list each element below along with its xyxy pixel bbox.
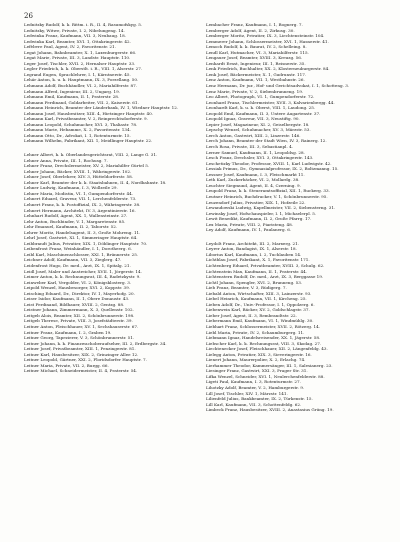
directory-entry: Liebald Anton, Wirtschafter, XIII. 3, Lainzerstr. 93. <box>206 290 312 296</box>
directory-entry: Leopold Ignaz, Graveur, VII. 3, Neustiftg. 90. <box>206 116 300 122</box>
directory-entry: Limbeck Franz, Hausbesitzer, XVIII. 2, Anastasius Grüng. 19. <box>206 407 334 413</box>
directory-entry: Lemmerer Johann, Schlossermeister, XVI. 1, Hasnerstr. 41. <box>206 38 329 44</box>
entry-block <box>24 152 196 374</box>
directory-entry: Lehmann Marie, Hebamme, X. 2, Favoritenstr. 134. <box>24 127 131 133</box>
directory-entry: Lehmann Leopold, Schuhmacher, XVI. 3, Thaliastr. 78. <box>24 121 138 127</box>
directory-entry: Legler Friedrich, k. k. Oberstlt. i. R., VIII. 1, Alserstr. 27. <box>24 66 143 72</box>
directory-entry: Leopold Emil, Kaufmann, II. 3, Untere Augartenstr. 37. <box>206 110 321 116</box>
directory-entry: Lenz Marie, Private, V. 2, Siebenbrunneng. 19. <box>206 88 304 94</box>
directory-entry: Lehnert Hermann, Architekt, IV. 3, Argentinierstr. 16. <box>24 207 136 213</box>
directory-entry: Leiser Isidor, Kaufmann, II. 1, Obere Donaustr. 43. <box>24 296 130 302</box>
directory-entry: Lehnert Eduard, Graveur, VII. 1, Lerchenfelderstr. 73. <box>24 196 137 202</box>
directory-entry: Leuzendorf Julius, Privatier, XIX. 1, Hofzeile 22. <box>206 199 306 205</box>
directory-entry: Leisching Eduard, Dr., Direktor, IV. 1, Mayerhofg. 20. <box>24 290 135 296</box>
directory-entry: Leonhardt Karl, k. u. k. Oberst, VIII. 1, Laudong. 25. <box>206 105 316 111</box>
directory-entry: Lehmann Emil, Kaufmann, II. 1, Praterstr. 28. <box>24 94 120 100</box>
directory-entry: Lerner Samuel, Kaufmann, II. 1, Leopoldsg. 28. <box>206 149 305 155</box>
directory-entry: Lengauer Josef, Beamter, XVIII. 3, Kreuzg. 56. <box>206 55 303 61</box>
directory-entry: Lednitzky Rudolf, k. k. Rittm. i. R., II. 4, Rasumofskyg. 5. <box>24 22 143 27</box>
directory-entry: Leitner Maria, Private, VII. 2, Burgg. 66. <box>24 362 109 368</box>
directory-entry: Lifka Wenzel, Schneider, XVI. 1, Neulerchenfelderstr. 88. <box>206 373 325 379</box>
directory-entry: Lichtenstein Max, Kaufmann, II. 1, Praterstr. 44. <box>206 268 308 274</box>
directory-entry: Lehner Albert, k. k. Oberlandesgerichtsrat, VIII. 2, Lange G. 31. <box>24 152 158 158</box>
directory-entry: Liebl Maria, Private, IV. 2, Schaumburgerg. 11. <box>206 329 305 335</box>
directory-entry: Lex Maria, Private, VIII. 2, Piaristeng. 48. <box>206 221 294 227</box>
directory-entry: Liebenwein Karl, Bäcker, XV. 2, Goldschlagstr. 37. <box>206 307 310 313</box>
directory-entry: Lehmann Otto, Dr., Advokat, I. 1, Rotenturmstr. 15. <box>24 132 131 138</box>
directory-entry: Lepier Josef, Magazineur, XI. 2, Geiselbergstr. 18. <box>206 121 310 127</box>
directory-entry: Leitner Johann, k. k. Finanzwachoberaufseher, III. 2, Erdbergstr. 34. <box>24 340 167 346</box>
directory-entry: Legat Johann, Bahnbeamter, X. 1, Laxenburgerstr. 66. <box>24 49 137 55</box>
directory-entry: Lehmann Adolf, Buchhändler, VI. 2, Mariahilferstr. 87. <box>24 83 137 89</box>
directory-entry: Liebhart Franz, Schlossermeister, XVII. 2, Rötzerg. 14. <box>206 323 321 329</box>
directory-entry: Leyrer Anton, Bandagist, IX. 1, Alserstr. 18. <box>206 246 297 252</box>
directory-entry: Leipold Wenzel, Hausbesorger, XVI. 2, Koppstr. 39. <box>24 285 130 291</box>
directory-entry: Leitgeb Alois, Beamter, XII. 2, Schönbrunnerstr. 198. <box>24 312 135 318</box>
directory-entry: Lichtenberg Eduard, Privatbeamter, XVIII. 3, Schulg. 62. <box>206 262 325 268</box>
directory-entry: Lichtblau Josef, Fabrikant, X. 1, Favoritenstr. 171. <box>206 257 310 263</box>
directory-entry: Leitner Franz, Kaufmann, I. 2, Graben 19. <box>24 329 112 335</box>
directory-entry: Lill Karl, Kaufmann, VII. 3, Schottenfeldg. 62. <box>206 401 302 407</box>
directory-entry: Lepschy Wenzel, Schuhmacher, XV. 3, Märzstr. 53. <box>206 127 311 133</box>
directory-entry: Leitner Josef, Privatbeamter, XIII. 1, Penzingerstr. 81. <box>24 346 136 352</box>
directory-entry: Legrand Eugen, Sprachlehrer, I. 1, Kärntnerstr. 45. <box>24 71 131 77</box>
directory-entry: Lewandowski Ludwig, Kapellmeister, VII. 2, Siebensterng. 31. <box>206 205 336 211</box>
directory-entry: Lenk Friedrich, Buchhalter, XX. 2, Klosterneuburgerstr. 84. <box>206 66 330 72</box>
directory-entry: Liebmann Ignaz, Handelsreisender, XX. 1, Jägerstr. 58. <box>206 335 321 341</box>
directory-entry: Liechtenecker Josef, Fleischhauer, XII. 2, Längenfeldg. 43. <box>206 346 328 352</box>
directory-entry: Leitner Georg, Tapezierer, V. 3, Schönbrunnerstr. 51. <box>24 335 135 341</box>
directory-entry: Lenk Josef, Bäckermeister, X. 1, Gudrunstr. 117. <box>206 71 307 77</box>
directory-entry: Liebel Heinrich, Kaufmann, VII. 1, Kircheng. 25. <box>206 296 307 302</box>
directory-entry: Lehner Karl, Beamter der k. k. Staatsbahnen, II. 4, Nordbahnstr. 18. <box>24 179 167 185</box>
directory-entry: Leutner Heinrich, Buchdrucker, V. 1, Schönbrunnerstr. 95. <box>206 193 328 199</box>
directory-entry: Lembacher Franz, Kaufmann, I. 1, Bognerg. 7. <box>206 22 303 27</box>
directory-entry: Lenhardt Ernst, Ingenieur, III. 1, Reisnerstr. 35. <box>206 60 306 66</box>
directory-entry: Lehner Ludwig, Kaufmann, I. 3, Wollzeile 29. <box>24 185 118 191</box>
directory-entry: Leonhard Franz, Tischlermeister, XVII. 3, Kalvarienbergg. 44. <box>206 99 335 105</box>
directory-entry: Leitgeb Therese, Private, VIII. 3, Josefstädterstr. 39. <box>24 318 133 324</box>
directory-entry: Lesch Franz, Drechsler, XVI. 3, Ottakringerstr. 143. <box>206 155 314 161</box>
directory-entry: Leibbrandt Julius, Privatier, XIX. 1, Döblinger Hauptstr. 70. <box>24 240 148 246</box>
directory-entry: Leistner Johann, Zimmermann, X. 3, Quellenstr. 102. <box>24 307 134 313</box>
directory-entry: Ledwinka Karl, Beamter, XVI. 1, Ottakringerstr. 42. <box>24 38 131 44</box>
directory-entry: Lerch Johann, Beamter der Stadt Wien, IV. 3, Rainerg. 12. <box>206 138 327 144</box>
directory-entry: Leibenfrost Franz, Weinhändler, I. 1, Dorotheerg. 6. <box>24 246 132 252</box>
directory-entry: Lieben Adolf, Dr., Univ.-Professor, I. 1, Oppolzerg. 6. <box>206 301 315 307</box>
directory-entry: Leupold Franz, k. k. Steueramtsoffizial, XII. 1, Ruckerg. 33. <box>206 188 330 194</box>
directory-entry: Legat Marie, Private, III. 3, Landstr. Hauptstr. 110. <box>24 55 131 61</box>
directory-entry: Lewit Benedikt, Kaufmann, II. 2, Große Pfarrg. 17. <box>206 216 312 222</box>
directory-entry: Lihotzky Adolf, Beamter, V. 2, Hamburgerstr. 9. <box>206 385 305 390</box>
directory-entry: Liborius Karl, Kaufmann, I. 2, Tuchlauben 14. <box>206 251 302 257</box>
directory-entry: Leschetizky Theodor, Professor, XVIII. 1, Karl Ludwigstr. 42. <box>206 160 332 166</box>
directory-entry: Lierhammer Theodor, Kammersänger, III. 1, Salesianerg. 23. <box>206 362 333 368</box>
directory-entry: Ledwinka Franz, Kaufmann, VII. 3, Neubaug. 18. <box>24 33 126 39</box>
directory-entry: Lerch Rosa, Private, III. 3, Sebastianpl. 4. <box>206 144 293 150</box>
entry-block <box>206 241 378 413</box>
directory-entry: Leitner Leopold, Gärtner, XXI. 2, Floridsdorfer Hauptstr. 7. <box>24 357 147 363</box>
directory-entry: Leitner Karl, Hausbesitzer, XIX. 2, Grinzinger Allee 12. <box>24 351 139 357</box>
entry-block <box>24 22 196 144</box>
directory-entry: Ley Adolf, Kaufmann, IV. 1, Paulanerg. 6. <box>206 227 292 233</box>
directory-entry: Lehmann Josef, Hausbesitzer, XIII. 4, Hietzinger Hauptstr. 40. <box>24 110 154 116</box>
left-column <box>24 22 196 530</box>
directory-entry: Lehmann Karl, Privatbeamter, V. 2, Reinprechtsdorferstr. 9. <box>24 116 148 122</box>
directory-entry: Leydolt Franz, Architekt, III. 2, Marxerg. 21. <box>206 240 300 246</box>
directory-entry: Lielegg Anton, Privatier, XIX. 3, Sieveringerstr. 16. <box>206 351 312 357</box>
directory-entry: Ligeti Paul, Kaufmann, I. 3, Rotenturmstr. 27. <box>206 379 301 385</box>
directory-entry: Leth Karl, Zuckerbäcker, VI. 2, Mollardg. 38. <box>206 177 300 183</box>
directory-entry: Lehrer Moritz, Handelsagent, II. 3, Große Mohreng. 11. <box>24 229 141 235</box>
directory-entry: Leidl Josef, Maler und Anstreicher, XVII. 1, Jörgerstr. 14. <box>24 268 142 274</box>
directory-entry: Lefèbvre Paul, Agent, IV. 2, Favoritenstr. 21. <box>24 44 116 50</box>
directory-entry: Leuchter Siegmund, Agent, II. 4, Czerning. 9. <box>206 182 301 188</box>
directory-entry: Lehner Maria, Modistin, VI. 1, Gumpendorferstr. 44. <box>24 190 134 196</box>
directory-entry: Lehnert Franz, k. k. Postoffizial, IX. 2, Währingerstr. 38. <box>24 201 141 207</box>
directory-entry: Lehrl Josef, Gastwirt, XI. 1, Simmeringer Hauptstr. 64. <box>24 235 138 241</box>
directory-entry: Lessiak Primus, Dr., Gymnasialprofessor, IX. 2, Boltzmanng. 15. <box>206 166 339 172</box>
directory-entry: Leibl Karl, Maschinenschlosser, XXI. 1, Brünnerstr. 25. <box>24 251 139 257</box>
directory-entry: Lerch Anton, Gastwirt, XIII. 2, Linzerstr. 146. <box>206 132 301 138</box>
directory-entry: Lehmann Wilhelm, Fabrikant, XII. 1, Meidlinger Hauptstr. 22. <box>24 138 153 144</box>
directory-entry: Lewinsky Josef, Hofschauspieler, I. 1, Michaelerpl. 5. <box>206 210 317 216</box>
entry-block <box>206 22 378 233</box>
directory-entry: Leidenfrost Hugo, Dr. med., Arzt, IX. 1, Spitalg. 21. <box>24 262 131 268</box>
directory-entry: Lehner Josef, Oberlehrer, XIV. 3, Hütteldorferstr. 58. <box>24 174 134 180</box>
directory-entry: Lieb Franz, Beamter, V. 3, Rüdigerg. 7. <box>206 285 287 291</box>
directory-entry: Lienert Johann, Maurerpolier, X. 2, Erlachg. 74. <box>206 357 306 363</box>
directory-entry: Leinweber Karl, Vergolder, VI. 2, Königsklosterg. 3. <box>24 279 132 285</box>
directory-entry: Leichner Adolf, Kaufmann, VII. 3, Zieglerg. 47. <box>24 257 122 263</box>
columns <box>24 22 378 530</box>
directory-entry: Lehmann Ferdinand, Goldarbeiter, VII. 2, Kaiserstr. 61. <box>24 99 139 105</box>
directory-entry: Lenz Hermann, Dr. jur., Hof- und Gerichtsadvokat, I. 1, Schotteng. 3. <box>206 83 350 89</box>
directory-entry: Leitner Anton, Fleischhauer, XV. 1, Sechshauserstr. 67. <box>24 323 139 329</box>
directory-entry: Lichtenstern Rudolf, Dr. med., Arzt, IX. 3, Berggasse 19. <box>206 274 324 280</box>
directory-entry: Lehr Anton, Buchbinder, V. 1, Margaretenstr. 85. <box>24 218 126 224</box>
directory-entry: Liebermann Emil, Kaufmann, VI. 1, Windmühlg. 30. <box>206 318 314 324</box>
directory-entry: Lenz Anton, Kaufmann, VII. 1, Westbahnstr. 26. <box>206 77 305 83</box>
directory-entry: Lehr Emanuel, Kaufmann, II. 2, Taborstr. 52. <box>24 224 118 230</box>
page-number: 26 <box>24 12 33 20</box>
directory-entry: Lendl Karl, Hutmacher, VI. 3, Mariahilferstr. 115. <box>206 49 309 55</box>
directory-entry: Lehár Anton, k. u. k. Hauptmann, IX. 3, Porzellang. 50. <box>24 77 139 83</box>
right-column <box>206 22 378 530</box>
directory-entry: Leimer Anton, k. k. Rechnungsrat, III. 4, Radetzkystr. 9. <box>24 274 141 280</box>
directory-entry: Leitner Michael, Schneidermeister, II. 4, Praterstr. 54. <box>24 368 138 374</box>
directory-entry: Lemberger Moritz, Privatier, IX. 3, Liechtensteinstr. 104. <box>206 33 325 39</box>
directory-entry: Lessner Josef, Kaufmann, I. 3, Fleischmarkt 11. <box>206 171 305 177</box>
directory-entry: Lehner Johann, Bäcker, XVIII. 1, Währingerstr. 102. <box>24 168 132 174</box>
directory-entry: Leger Josef, Tischler, XVII. 2, Hernalser Hauptstr. 33. <box>24 60 136 66</box>
directory-entry: Lehner Anna, Private, III. 1, Rochusg. 7. <box>24 157 108 163</box>
directory-entry: Lilienfeld Julius, Bankbeamter, IX. 2, Türkenstr. 15. <box>206 396 313 402</box>
directory-entry: Lill Josef, Tischler, XIV. 1, Märzstr. 141. <box>206 390 288 396</box>
directory-entry: Liesinger Franz, Gastwirt, XXI. 3, Prager Str. 31. <box>206 368 308 374</box>
directory-entry: Lieber Josef, Agent, II. 3, Rembrandtstr. 22. <box>206 312 297 318</box>
directory-entry: Lednitzky, Witwe, Private, I. 2, Nibelungeng. 14. <box>24 27 125 33</box>
directory-entry: Lemberger Adolf, Agent, II. 2, Zirkusg. 30. <box>206 27 295 33</box>
directory-entry: Liebscher Karl, k. k. Rechnungsrat, VIII. 3, Skodag. 27. <box>206 340 322 346</box>
directory-entry: Leo Albert, Photograph, VI. 1, Gumpendorferstr. 72. <box>206 94 315 100</box>
directory-entry: Lehmann Heinrich, Beamter der Länderbank, IV. 1, Wiedner Hauptstr. 12. <box>24 105 179 111</box>
directory-entry: Leist Ferdinand, Bildhauer, XVIII. 2, Gentzg. 88. <box>24 301 125 307</box>
directory-entry: Lehmann Alfred, Ingenieur, III. 2, Ungarg. 19. <box>24 88 120 94</box>
directory-entry: Lemoch Rudolf, k. k. Baurat, IV. 2, Schelleing. 8. <box>206 44 307 50</box>
directory-entry: Lehnhart Rudolf, Agent, XX. 1, Wallensteinstr. 27. <box>24 213 128 219</box>
directory-entry: Lichtl Johann, Spengler, XVI. 2, Brunneng. 53. <box>206 279 303 285</box>
directory-entry: Lehner Franz, Drechslermeister, XV. 2, Mariahilfer Gürtel 5. <box>24 163 150 169</box>
